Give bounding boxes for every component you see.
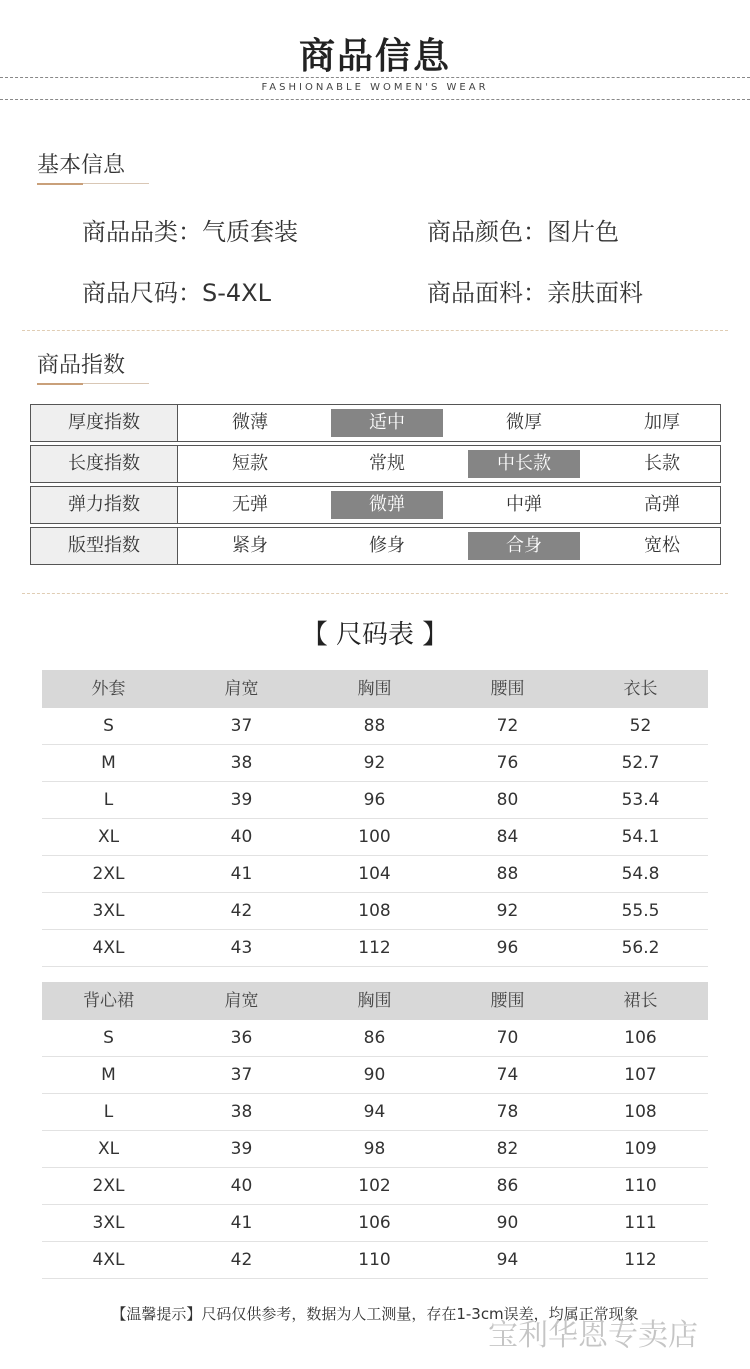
size-cell: 2XL <box>92 1176 125 1196</box>
index-option: 加厚 <box>644 412 680 433</box>
size-header-cell: 胸围 <box>357 679 392 699</box>
index-option: 微薄 <box>232 412 268 433</box>
size-header-cell: 背心裙 <box>83 991 134 1011</box>
size-cell: 88 <box>363 716 386 736</box>
size-cell: 40 <box>230 1176 253 1196</box>
index-option-selected: 中长款 <box>468 450 580 478</box>
index-option: 常规 <box>369 453 405 474</box>
section-divider <box>22 593 728 594</box>
index-heading: 商品指数 <box>37 353 126 378</box>
size-cell: 38 <box>230 1102 253 1122</box>
size-cell: 112 <box>624 1250 657 1270</box>
size-cell: 110 <box>358 1250 391 1270</box>
size-cell: 41 <box>230 864 253 884</box>
size-cell: 107 <box>624 1065 657 1085</box>
size-header-cell: 外套 <box>91 679 126 699</box>
size-cell: 74 <box>496 1065 519 1085</box>
info-color-value: 图片色 <box>547 218 619 246</box>
size-cell: 102 <box>358 1176 391 1196</box>
size-cell: 108 <box>624 1102 657 1122</box>
table-row <box>42 1020 708 1057</box>
size-header-cell: 腰围 <box>490 679 525 699</box>
size-cell: 76 <box>496 753 519 773</box>
store-watermark: 宝利华恩专卖店 <box>488 1318 698 1353</box>
size-table-header <box>42 670 708 708</box>
table-row <box>42 819 708 856</box>
info-color-label: 商品颜色： <box>427 218 547 246</box>
info-color <box>427 212 619 247</box>
warm-tip: 【温馨提示】尺码仅供参考，数据为人工测量，存在1-3cm误差，均属正常现象 <box>111 1305 639 1323</box>
index-row-thickness <box>30 404 721 442</box>
size-header-cell: 腰围 <box>490 991 525 1011</box>
table-row <box>42 745 708 782</box>
info-size <box>82 273 271 308</box>
index-row-label: 弹力指数 <box>31 487 178 523</box>
index-option: 中弹 <box>506 494 542 515</box>
index-row-length <box>30 445 721 483</box>
size-header-cell: 裙长 <box>623 991 658 1011</box>
size-cell: M <box>101 1065 116 1085</box>
table-row <box>42 782 708 819</box>
page-subtitle: FASHIONABLE WOMEN'S WEAR <box>261 82 489 93</box>
size-header-cell: 肩宽 <box>224 679 259 699</box>
size-cell: S <box>103 1028 114 1048</box>
info-category-value: 气质套装 <box>202 218 298 246</box>
size-cell: 3XL <box>92 1213 125 1233</box>
size-cell: 109 <box>624 1139 657 1159</box>
size-cell: 90 <box>496 1213 519 1233</box>
table-row <box>42 1242 708 1279</box>
size-cell: 112 <box>358 938 391 958</box>
size-cell: 36 <box>230 1028 253 1048</box>
size-cell: 78 <box>496 1102 519 1122</box>
size-cell: XL <box>97 1139 120 1159</box>
size-cell: 39 <box>230 1139 253 1159</box>
size-cell: 104 <box>358 864 391 884</box>
index-option-selected: 适中 <box>331 409 443 437</box>
size-cell: 3XL <box>92 901 125 921</box>
size-cell: 72 <box>496 716 519 736</box>
table-row <box>42 930 708 967</box>
index-option: 短款 <box>232 453 268 474</box>
header-divider-top <box>0 77 750 78</box>
size-header-cell: 衣长 <box>623 679 658 699</box>
index-option: 高弹 <box>644 494 680 515</box>
size-cell: 86 <box>363 1028 386 1048</box>
size-cell: 111 <box>624 1213 657 1233</box>
size-cell: 94 <box>496 1250 519 1270</box>
index-option: 宽松 <box>644 535 680 556</box>
table-row <box>42 893 708 930</box>
size-cell: 39 <box>230 790 253 810</box>
info-fabric <box>427 273 643 308</box>
basic-info-underline <box>37 183 149 185</box>
size-cell: 52.7 <box>621 753 660 773</box>
index-option: 无弹 <box>232 494 268 515</box>
info-category-label: 商品品类： <box>82 218 202 246</box>
size-cell: 96 <box>496 938 519 958</box>
size-cell: 108 <box>358 901 391 921</box>
index-option: 微厚 <box>506 412 542 433</box>
size-cell: 92 <box>363 753 386 773</box>
index-row-label: 长度指数 <box>31 446 178 482</box>
size-header-cell: 胸围 <box>357 991 392 1011</box>
info-size-label: 商品尺码： <box>82 279 202 307</box>
size-cell: 96 <box>363 790 386 810</box>
size-cell: 110 <box>624 1176 657 1196</box>
size-cell: 52 <box>629 716 652 736</box>
size-cell: 100 <box>358 827 391 847</box>
size-cell: 54.8 <box>621 864 660 884</box>
size-cell: XL <box>97 827 120 847</box>
size-chart-title: 【 尺码表 】 <box>301 620 449 650</box>
size-cell: 84 <box>496 827 519 847</box>
size-cell: 88 <box>496 864 519 884</box>
table-row <box>42 856 708 893</box>
size-cell: 40 <box>230 827 253 847</box>
index-option: 修身 <box>369 535 405 556</box>
index-option: 长款 <box>644 453 680 474</box>
size-cell: 80 <box>496 790 519 810</box>
size-cell: 37 <box>230 716 253 736</box>
size-cell: 41 <box>230 1213 253 1233</box>
size-cell: L <box>103 1102 114 1122</box>
index-underline <box>37 383 149 385</box>
size-cell: 4XL <box>92 1250 125 1270</box>
size-cell: 98 <box>363 1139 386 1159</box>
size-cell: 38 <box>230 753 253 773</box>
size-cell: 90 <box>363 1065 386 1085</box>
size-table-header <box>42 982 708 1020</box>
page-title: 商品信息 <box>298 35 451 77</box>
size-cell: 94 <box>363 1102 386 1122</box>
size-cell: 43 <box>230 938 253 958</box>
size-cell: 86 <box>496 1176 519 1196</box>
index-option-selected: 微弹 <box>331 491 443 519</box>
size-cell: 4XL <box>92 938 125 958</box>
index-row-fit <box>30 527 721 565</box>
info-fabric-value: 亲肤面料 <box>547 279 643 307</box>
table-row <box>42 1205 708 1242</box>
basic-info-heading: 基本信息 <box>37 153 126 178</box>
size-cell: L <box>103 790 114 810</box>
index-row-label: 版型指数 <box>31 528 178 564</box>
header-divider-bottom <box>0 99 750 100</box>
size-cell: 82 <box>496 1139 519 1159</box>
size-cell: 53.4 <box>621 790 660 810</box>
size-cell: 42 <box>230 1250 253 1270</box>
size-cell: 70 <box>496 1028 519 1048</box>
size-cell: 106 <box>624 1028 657 1048</box>
index-option: 紧身 <box>232 535 268 556</box>
page-header <box>0 0 750 110</box>
size-cell: 37 <box>230 1065 253 1085</box>
size-cell: 2XL <box>92 864 125 884</box>
size-cell: S <box>103 716 114 736</box>
size-cell: 54.1 <box>621 827 660 847</box>
section-divider <box>22 330 728 331</box>
table-row <box>42 708 708 745</box>
table-row <box>42 1094 708 1131</box>
size-header-cell: 肩宽 <box>224 991 259 1011</box>
size-cell: 55.5 <box>621 901 660 921</box>
info-fabric-label: 商品面料： <box>427 279 547 307</box>
size-cell: 56.2 <box>621 938 660 958</box>
index-option-selected: 合身 <box>468 532 580 560</box>
table-row <box>42 1168 708 1205</box>
index-row-elasticity <box>30 486 721 524</box>
info-size-value: S-4XL <box>202 279 271 307</box>
size-cell: 42 <box>230 901 253 921</box>
info-category <box>82 212 298 247</box>
index-row-label: 厚度指数 <box>31 405 178 441</box>
size-cell: 92 <box>496 901 519 921</box>
size-cell: 106 <box>358 1213 391 1233</box>
table-row <box>42 1057 708 1094</box>
table-row <box>42 1131 708 1168</box>
size-cell: M <box>101 753 116 773</box>
